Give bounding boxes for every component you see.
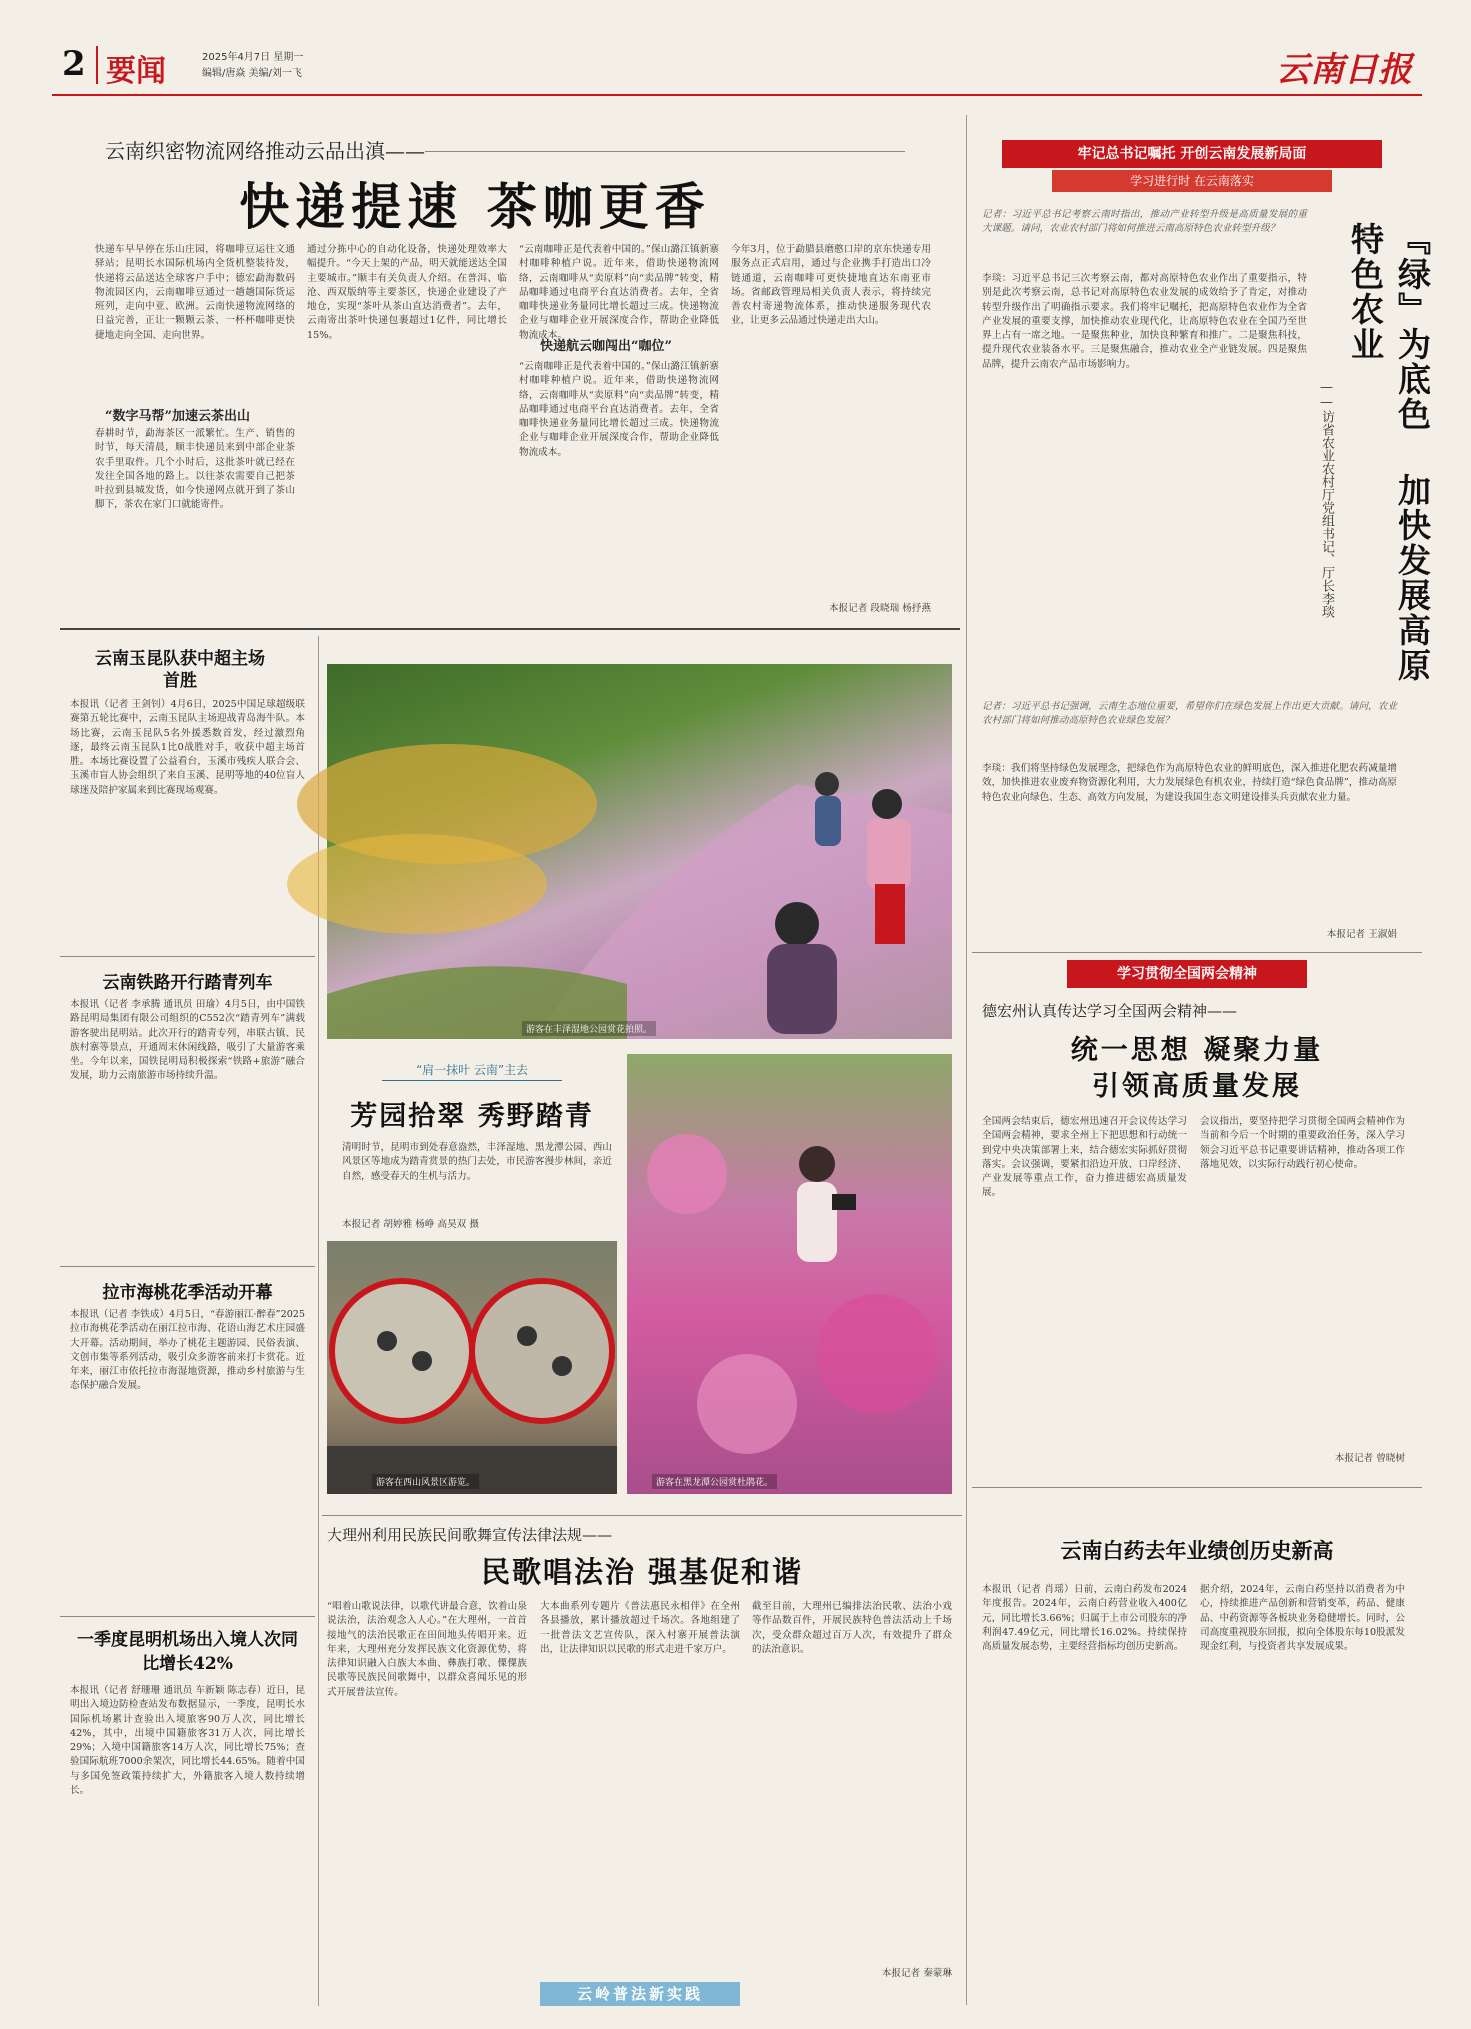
law-story [322,1520,962,2010]
baiyao-story [972,1495,1422,2005]
brief3-title: 拉市海桃花季活动开幕 [102,1283,273,1303]
interview-a1: 李琰：习近平总书记三次考察云南，都对高原特色农业作出了重要指示，特别是此次考察云南，总书记对高原特色农业发展的成效给予了肯定，对推动转型升级作出了明确指示要求。我们将牢记嘱托，把高原特色农业作为全省产业发展的重要支撑，加快推动农业现代化，让高原特色农业在全国乃至世界上占有一席之地。一是聚焦种业，加快良种繁育和推广。二是聚焦科技，提升现代农业装备水平。三是聚焦融合，推动农业全产业链发展。四是聚焦品牌，提升云南农产品市场影响力。 [982,273,1307,370]
dehong-title1: 统一思想 凝聚力量 [1070,1035,1324,1066]
brief-rule [60,1616,315,1617]
brief-rule [60,1266,315,1267]
lead-col3b: “云南咖啡正是代表着中国的。”保山潞江镇新寨村咖啡种植户说。近年来，借助快递物流网络，云南咖啡从“卖原料”向“卖品牌”转变，精品咖啡通过电商平台直达消费者。去年，全省咖啡快递业务量同比增长超过三成。快递物流企业与咖啡企业开展深度合作，帮助企业降低物流成本。 [519,361,719,458]
law-col3: 截至目前，大理州已编排法治民歌、法治小戏等作品数百件，开展民族特色普法活动上千场次，受众群众超过百万人次，有效提升了群众的法治意识。 [752,1601,952,1655]
mirror-visitors-illustration [327,1241,617,1494]
interview-bottom-rule [972,952,1422,953]
lead-col3a: “云南咖啡正是代表着中国的。”保山潞江镇新寨村咖啡种植户说。近年来，借助快递物流网络，云南咖啡从“卖原料”向“卖品牌”转变，精品咖啡通过电商平台直达消费者。去年，全省咖啡快递业务量同比增长超过三成。快递物流企业与咖啡企业开展深度合作，帮助企业降低物流成本。 [519,244,719,341]
lead-col2: 通过分拣中心的自动化设备，快递处理效率大幅提升。“今天上架的产品，明天就能送达全国主要城市。”顺丰有关负责人介绍。在普洱、临沧、西双版纳等主要茶区，快递企业建设了产地仓，实现“茶叶从茶山直达消费者”。去年，云南寄出茶叶快递包裹超过1亿件，同比增长15%。 [307,244,507,341]
lead-col4: 今年3月，位于勐腊县磨憨口岸的京东快递专用服务点正式启用，通过与企业携手打造出口冷链通道，云南咖啡可更快捷地直达东南亚市场。省邮政管理局相关负责人表示，将持续完善农村寄递物流体系，推动快递服务现代农业，让更多云品通过快递走出大山。 [731,244,931,327]
middle-right-rule [966,115,967,2005]
lead-kicker-rule [425,151,905,152]
lead-bottom-rule [60,628,960,630]
baiyao-col1: 本报讯（记者 肖瑶）日前，云南白药发布2024年度报告。2024年，云南白药营业收入400亿元，同比增长3.66%；归属于上市公司股东的净利润47.49亿元，同比增长16.02%。持续保持高质量发展态势，主要经营指标均创历史新高。 [982,1584,1187,1653]
lead-reporter: 本报记者 段晓瑞 杨抒燕 [828,603,931,614]
feature-bottom-rule [322,1515,962,1516]
date-line: 2025年4月7日 星期一 [202,52,304,63]
interview-banner1: 牢记总书记嘱托 开创云南发展新局面 [1002,140,1382,168]
editor-line: 编辑/唐焱 美编/刘一飞 [202,68,302,79]
interview-vertical-title: 『绿』为底色 加快发展高原特色农业 [1346,222,1432,683]
main-photo-caption: 游客在丰泽湿地公园赏花拍照。 [522,1021,656,1036]
section-name: 要闻 [106,54,166,89]
lead-story [95,115,955,625]
left-photo [327,1241,617,1494]
flower-garden-illustration [327,664,952,1039]
right-photo-caption: 游客在黑龙潭公园赏杜鹃花。 [652,1474,777,1489]
left-photo-caption: 游客在西山风景区游览。 [372,1474,479,1489]
interview-vertical-subtitle: ——访省农业农村厅党组书记、厅长李琰 [1319,380,1334,618]
brief2-text: 本报讯（记者 李承腾 通讯员 田瑜）4月5日，由中国铁路昆明局集团有限公司组织的C552次“踏青列车”满载游客驶出昆明站。此次开行的踏青专列，串联古镇、民族村寨等景点，开通周末休闲线路，吸引了大量游客乘坐。今年以来，国铁昆明局积极探索“铁路+旅游”融合发展，助力云南旅游市场持续升温。 [70,999,305,1082]
paper-logo: 云南日报 [1276,50,1412,90]
lead-subhead2: 快递航云咖闯出“咖位” [540,339,672,354]
brief3-text: 本报讯（记者 李铁成）4月5日，“春游丽江·醉春”2025拉市海桃花季活动在丽江拉市海、花语山海艺术庄园盛大开幕。活动期间，举办了桃花主题游园、民俗表演、文创市集等系列活动，吸引众多游客前来打卡赏花。近年来，丽江市依托拉市海湿地资源，推动乡村旅游与生态保护融合发展。 [70,1309,305,1392]
dehong-title2: 引领高质量发展 [1092,1071,1302,1102]
left-briefs [60,636,315,2006]
baiyao-title: 云南白药去年业绩创历史新高 [1060,1538,1334,1563]
law-kicker: 大理州利用民族民间歌舞宣传法律法规—— [327,1526,613,1544]
lead-kicker: 云南织密物流网络推动云品出滇—— [105,139,425,163]
feature-reporter: 本报记者 胡婷雅 杨峥 高昊双 摄 [342,1219,479,1230]
main-photo [327,664,952,1039]
interview-q2: 记者：习近平总书记强调，云南生态地位重要，希望你们在绿色发展上作出更大贡献。请问，农业农村部门将如何推动高原特色农业绿色发展？ [982,701,1397,727]
interview [972,140,1432,950]
interview-banner2: 学习进行时 在云南落实 [1052,170,1332,192]
brief4-text: 本报讯（记者 舒珊珊 通讯员 车新颖 陈志春）近日，昆明出入境边防检查站发布数据显示，一季度，昆明长水国际机场累计查验出入境旅客90万人次，同比增长42%，其中，出境中国籍旅客31万人次，同比增长29%；入境中国籍旅客14万人次，同比增长75%；查验国际航班7000余架次，同比增长44.65%。随着中国与多国免签政策持续扩大，外籍旅客入境人数持续增长。 [70,1685,305,1797]
law-reporter: 本报记者 秦蒙琳 [881,1968,952,1979]
dehong-bottom-rule [972,1487,1422,1488]
lead-col1: 快递车早早停在乐山庄园，将咖啡豆运往文通驿站；昆明长水国际机场内全货机整装待发，快递将云品送达全球客户手中；德宏勐海数码物流园区内，云南咖啡豆通过一趟趟国际货运班列，走向中亚、欧洲。云南快递物流网络的日益完善，正让一颗颗云茶、一杯杯咖啡更快捷地走向全国、走向世界。 [95,244,295,341]
right-photo [627,1054,952,1494]
left-col-rule [318,636,319,2006]
law-banner: 云岭普法新实践 [540,1982,740,2006]
interview-a2: 李琰：我们将坚持绿色发展理念，把绿色作为高原特色农业的鲜明底色，深入推进化肥农药减量增效，加快推进农业废弃物资源化利用，大力发展绿色有机农业，持续打造“绿色食品牌”，推动高原特色农业向绿色、生态、高效方向发展，为建设我国生态文明建设排头兵贡献农业力量。 [982,763,1397,803]
brief-rule [60,956,315,957]
feature-title: 芳园拾翠 秀野踏青 [350,1101,594,1132]
interview-reporter: 本报记者 王淑娟 [1326,929,1397,940]
interview-q1: 记者：习近平总书记考察云南时指出，推动产业转型升级是高质量发展的重大课题。请问，农业农村部门将如何推进云南高原特色农业转型升级？ [982,209,1307,235]
azalea-illustration [627,1054,952,1494]
photo-feature [322,636,962,1511]
brief2-title: 云南铁路开行踏青列车 [102,973,273,993]
dehong-reporter: 本报记者 曾晓树 [1334,1453,1405,1464]
lead-title: 快递提速 茶咖更香 [239,177,711,236]
law-col2: 大本曲系列专题片《普法惠民永相伴》在全州各县播放，累计播放超过千场次。各地组建了一批普法文艺宣传队，深入村寨开展普法演出，让法律知识以民歌的形式走进千家万户。 [540,1601,740,1655]
feature-banner: “肩一抹叶 云南”主去 [382,1061,562,1081]
brief1-title: 云南玉昆队获中超主场首胜 [95,649,265,691]
law-title: 民歌唱法治 强基促和谐 [480,1555,804,1589]
baiyao-col2: 据介绍，2024年，云南白药坚持以消费者为中心，持续推进产品创新和营销变革，药品、健康品、中药资源等各板块业务稳健增长。同时，公司高度重视股东回报，拟向全体股东每10股派发现金红利，与投资者共享发展成果。 [1200,1584,1405,1653]
dehong-col1: 全国两会结束后，德宏州迅速召开会议传达学习全国两会精神，要求全州上下把思想和行动统一到党中央决策部署上来，结合德宏实际抓好贯彻落实。会议强调，要紧扣沿边开放、口岸经济、产业发展等重点工作，奋力推进德宏高质量发展。 [982,1116,1187,1199]
dehong-story [972,960,1422,1480]
masthead-rule [52,94,1422,96]
law-col1: “唱着山歌说法律，以歌代讲最合意，饮着山泉说法治，法治观念入人心。”在大理州，一首首接地气的法治民歌正在田间地头传唱开来。近年来，大理州充分发挥民族文化资源优势，将法律知识融入白族大本曲、彝族打歌、傈僳族民歌等民族民间歌舞中，以群众喜闻乐见的形式开展普法宣传。 [327,1601,527,1698]
brief1-text: 本报讯（记者 王剑钊）4月6日，2025中国足球超级联赛第五轮比赛中，云南玉昆队主场迎战青岛海牛队。本场比赛，云南玉昆队5名外援悉数首发，经过激烈角逐，最终云南玉昆队1比0战胜对手，收获中超主场首胜。本场比赛设置了公益看台，玉溪市残疾人联合会、玉溪市盲人协会组织了来自玉溪、昆明等地的40位盲人球迷及陪护家属来到比赛现场观赛。 [70,699,305,796]
section-divider [96,46,98,84]
masthead [52,34,1422,104]
dehong-banner: 学习贯彻全国两会精神 [1067,960,1307,988]
page-number: 2 [62,44,86,84]
feature-text: 清明时节，昆明市到处春意盎然，丰泽湿地、黑龙潭公园、西山风景区等地成为踏青赏景的热门去处，市民游客漫步林间，亲近自然，感受春天的生机与活力。 [342,1142,612,1182]
lead-subhead1: “数字马帮”加速云茶出山 [105,409,250,424]
lead-col1b: 春耕时节，勐海茶区一派繁忙。生产、销售的时节，每天清晨，顺丰快递员来到中部企业茶农手里取件。几个小时后，这批茶叶就已经在发往全国各地的路上。以往茶农需要自己把茶叶拉到县城发货，如今快递网点就开到了茶山脚下，茶农在家门口就能寄件。 [95,428,295,511]
dehong-col2: 会议指出，要坚持把学习贯彻全国两会精神作为当前和今后一个时期的重要政治任务，深入学习领会习近平总书记重要讲话精神，推动各项工作落地见效，以实际行动践行初心使命。 [1200,1116,1405,1170]
dehong-kicker: 德宏州认真传达学习全国两会精神—— [982,1002,1238,1020]
brief4-title: 一季度昆明机场出入境人次同比增长42% [77,1630,298,1674]
